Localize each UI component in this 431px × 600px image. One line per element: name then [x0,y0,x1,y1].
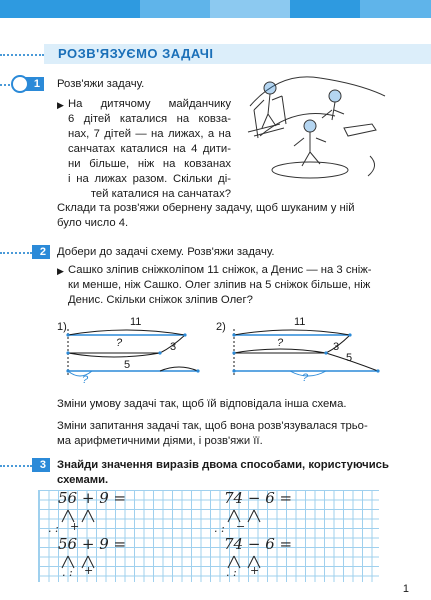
task3-number-badge [32,458,50,472]
page-title: РОЗВ'ЯЗУЄМО ЗАДАЧІ [58,46,214,61]
dots-mark: . : [226,566,237,579]
task2-problem-line: Денис. Скільки сніжок зліпив Олег? [68,294,253,306]
dots-mark: . : [214,522,225,535]
task1-problem-line: санчатах каталися на 4 дити- [68,143,231,155]
task2-dotted-line [0,252,32,254]
scheme2-label: 2) [216,321,226,333]
top-bar-segment [360,0,431,18]
dots-mark: . : [48,522,59,535]
task3-number: 3 [39,459,46,471]
top-bar-segment [140,0,210,18]
plus-mark: + [84,564,94,577]
task2-number: 2 [39,246,46,258]
top-color-bar [0,0,431,18]
task1-follow-up-line: було число 4. [57,217,129,229]
task1-problem-line: нах, 7 дітей — на лижах, а на [68,128,231,140]
expression-1: 56 + 9 = [58,489,127,507]
header-dotted-line [0,54,44,56]
scheme2-bottom-question: ? [302,372,309,384]
task1-problem-line: і на лижах разом. Скільки ді- [68,173,231,185]
expression-3: 56 + 9 = [58,535,127,553]
expression-4: 74 − 6 = [224,535,293,553]
scheme1-middle-question: ? [116,337,123,349]
scheme1-label: 1) [57,321,67,333]
scheme2-bottom-value: 5 [346,352,353,364]
expression-2: 74 − 6 = [224,489,293,507]
task2-title: Добери до задачі схему. Розв'яжи задачу. [57,246,275,258]
task1-circle-marker [11,75,29,93]
task1-problem-line: тей каталися на санчатах? [90,188,231,200]
plus-mark: + [70,520,80,533]
task3-title-line: Знайди значення виразів двома способами, користуючись [57,459,389,471]
scheme1-diff-value: 3 [170,341,177,353]
scheme1-bottom-value: 5 [124,359,131,371]
task2-problem-line: ки менше, ніж Сашко. Олег зліпив на 5 сніжок більше, ніж [68,279,371,291]
task2-bullet-arrow-icon: ▶ [57,266,64,276]
task1-number: 1 [33,78,40,90]
task1-title: Розв'яжи задачу. [57,78,145,90]
top-bar-segment [290,0,360,18]
task2-number-badge [32,245,50,259]
minus-mark: − [236,520,246,533]
task1-problem-line: ни більше, ніж на ковзанах [68,158,231,170]
task3-dotted-line [0,465,32,467]
scheme2-middle-question: ? [277,337,284,349]
task1-problem-line: На дитячому майданчику [68,98,231,110]
top-bar-segment [0,0,140,18]
task2-note: Зміни запитання задачі так, щоб вона розв'язувалася трьо- [57,420,368,432]
scheme2-diff-value: 3 [333,341,340,353]
task3-title-line: схемами. [57,474,109,486]
plus-mark: + [250,564,260,577]
scheme1-diagram [60,325,200,380]
task1-bullet-arrow-icon: ▶ [57,100,64,110]
dots-mark: . : [62,566,73,579]
scheme1-bottom-question: ? [82,374,89,386]
task2-note: Зміни умову задачі так, щоб їй відповідала інша схема. [57,398,347,410]
task1-problem-line: 6 дітей каталися на ковза- [68,113,231,125]
scheme2-top-value: 11 [294,316,306,328]
task2-note: ма арифметичними діями, і розв'яжи її. [57,435,263,447]
children-winter-sports-illustration [240,66,390,186]
top-bar-segment [210,0,290,18]
task2-problem-line: Сашко зліпив сніжколіпом 11 сніжок, а Денис — на 3 сніж- [68,264,372,276]
task1-follow-up-line: Склади та розв'яжи обернену задачу, щоб шуканим у ній [57,202,355,214]
scheme1-top-value: 11 [130,316,142,328]
scheme2-diagram [228,325,388,380]
page-number: 1 [402,583,409,595]
